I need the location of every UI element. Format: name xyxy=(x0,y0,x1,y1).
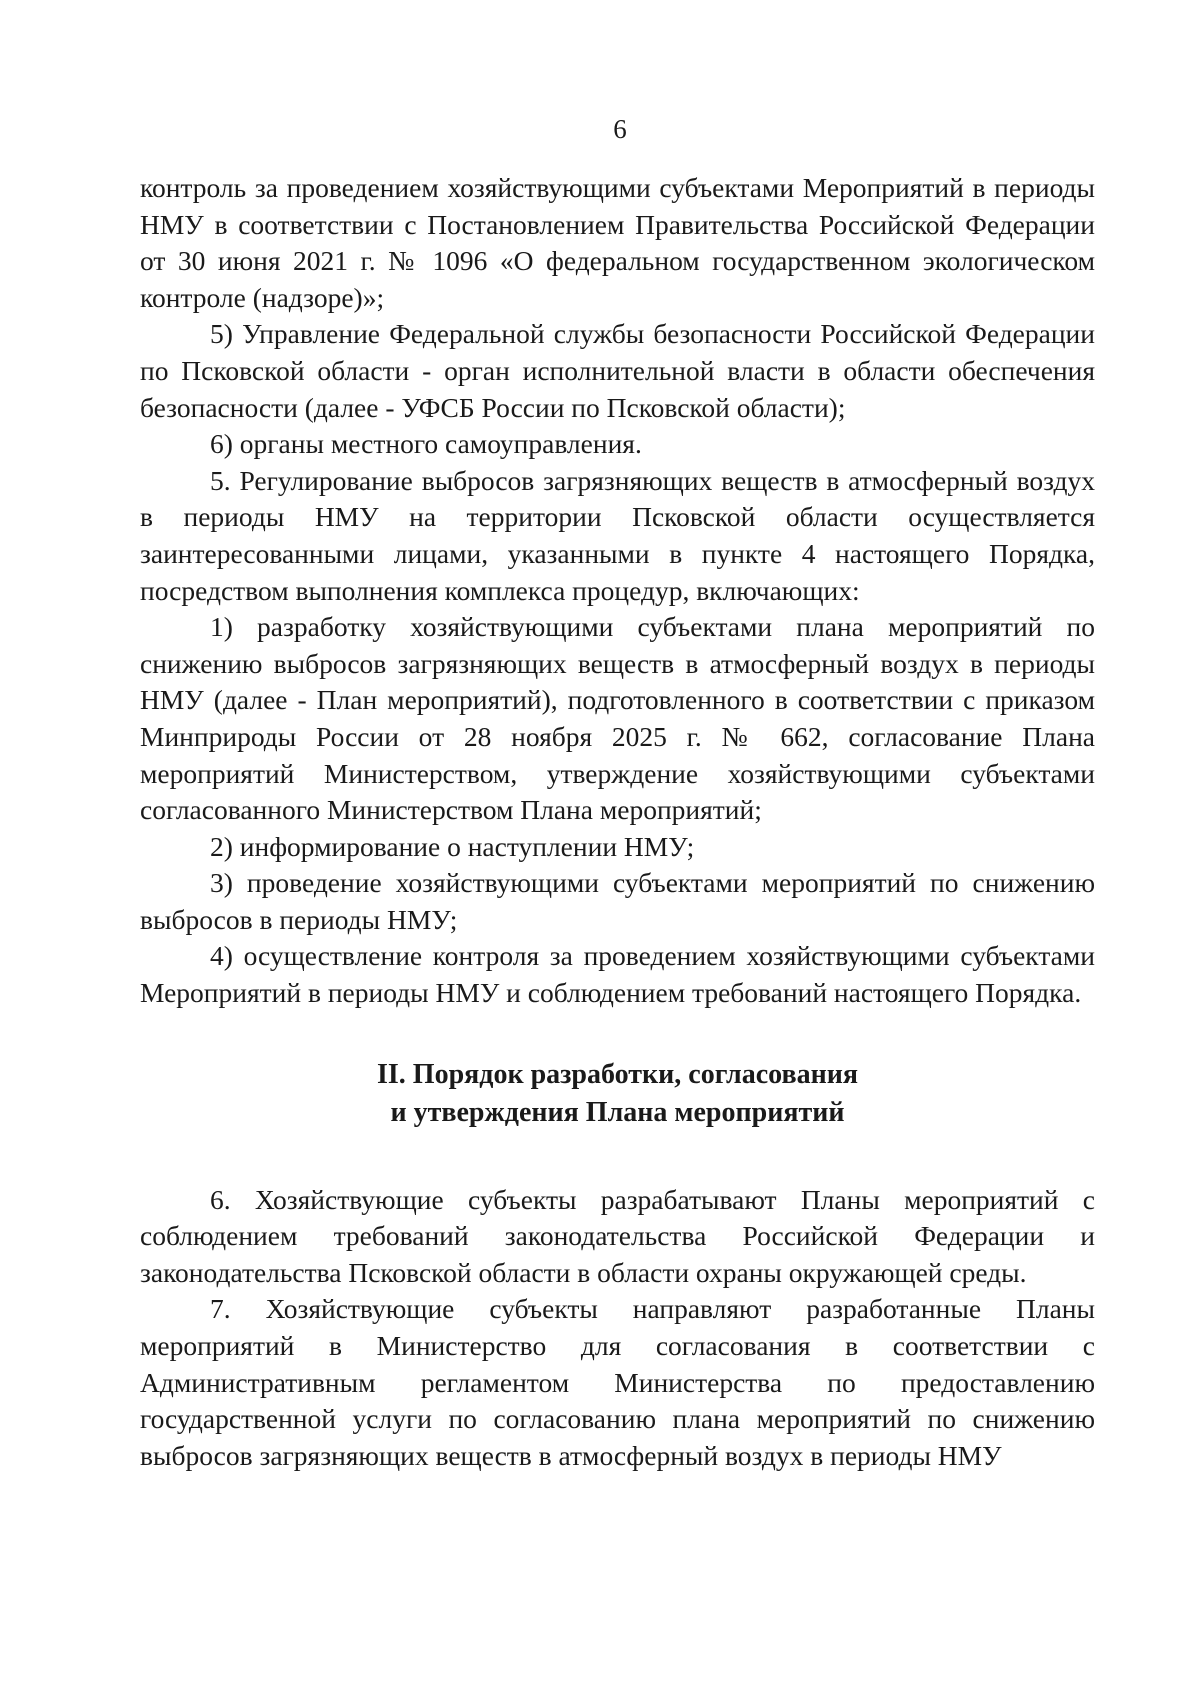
paragraph-procedure-3: 3) проведение хозяйствующими субъектами мероприятий по снижению выбросов в периоды НМУ; xyxy=(140,867,1095,935)
page-number: 6 xyxy=(613,114,627,144)
paragraph-procedure-2: 2) информирование о наступлении НМУ; xyxy=(210,830,695,862)
section-heading-line-2: и утверждения Плана мероприятий xyxy=(390,1096,845,1128)
section-heading-line-1: II. Порядок разработки, согласования xyxy=(377,1058,858,1090)
section-heading xyxy=(140,1056,1095,1132)
document-body xyxy=(140,170,1095,1474)
paragraph-procedure-4: 4) осуществление контроля за проведением хозяйствующими субъектами Мероприятий в периоды НМУ и соблюдением требований настоящего Порядка. xyxy=(140,940,1095,1009)
paragraph-item-6-local-government: 6) органы местного самоуправления. xyxy=(210,428,642,460)
paragraph-clause-7: 7. Хозяйствующие субъекты направляют разработанные Планы мероприятий в Министерство для согласования в соответствии с Административным регламентом Министерства по предоставлению государственной услуги по согласованию плана мероприятий по снижению выбросов загрязняющих веществ в атмосферный воздух в периоды НМУ xyxy=(140,1293,1095,1471)
paragraph-clause-5: 5. Регулирование выбросов загрязняющих веществ в атмосферный воздух в периоды НМУ на территории Псковской области осуществляется заинтересованными лицами, указанными в пункте 4 настоящего Порядка, посредством выполнения комплекса процедур, включающих: xyxy=(140,464,1095,606)
paragraph-item-5-fsb: 5) Управление Федеральной службы безопасности Российской Федерации по Псковской области - орган исполнительной власти в области обеспечения безопасности (далее - УФСБ России по Псковской области); xyxy=(140,318,1095,423)
paragraph-clause-6: 6. Хозяйствующие субъекты разрабатывают Планы мероприятий с соблюдением требований законодательства Российской Федерации и законодательства Псковской области в области охраны окружающей среды. xyxy=(140,1183,1095,1288)
paragraph-control-continuation: контроль за проведением хозяйствующими субъектами Мероприятий в периоды НМУ в соответствии с Постановлением Правительства Российской Федерации от 30 июня 2021 г. № 1096 «О федеральном государственном экологическом контроле (надзоре)»; xyxy=(140,172,1095,313)
paragraph-procedure-1: 1) разработку хозяйствующими субъектами плана мероприятий по снижению выбросов загрязняющих веществ в атмосферный воздух в периоды НМУ (далее - План мероприятий), подготовленного в соответствии с приказом Минприроды России от 28 ноября 2025 г. № 662, согласование Плана мероприятий Министерством, утверждение хозяйствующими субъектами согласованного Министерством Плана мероприятий; xyxy=(140,611,1095,826)
